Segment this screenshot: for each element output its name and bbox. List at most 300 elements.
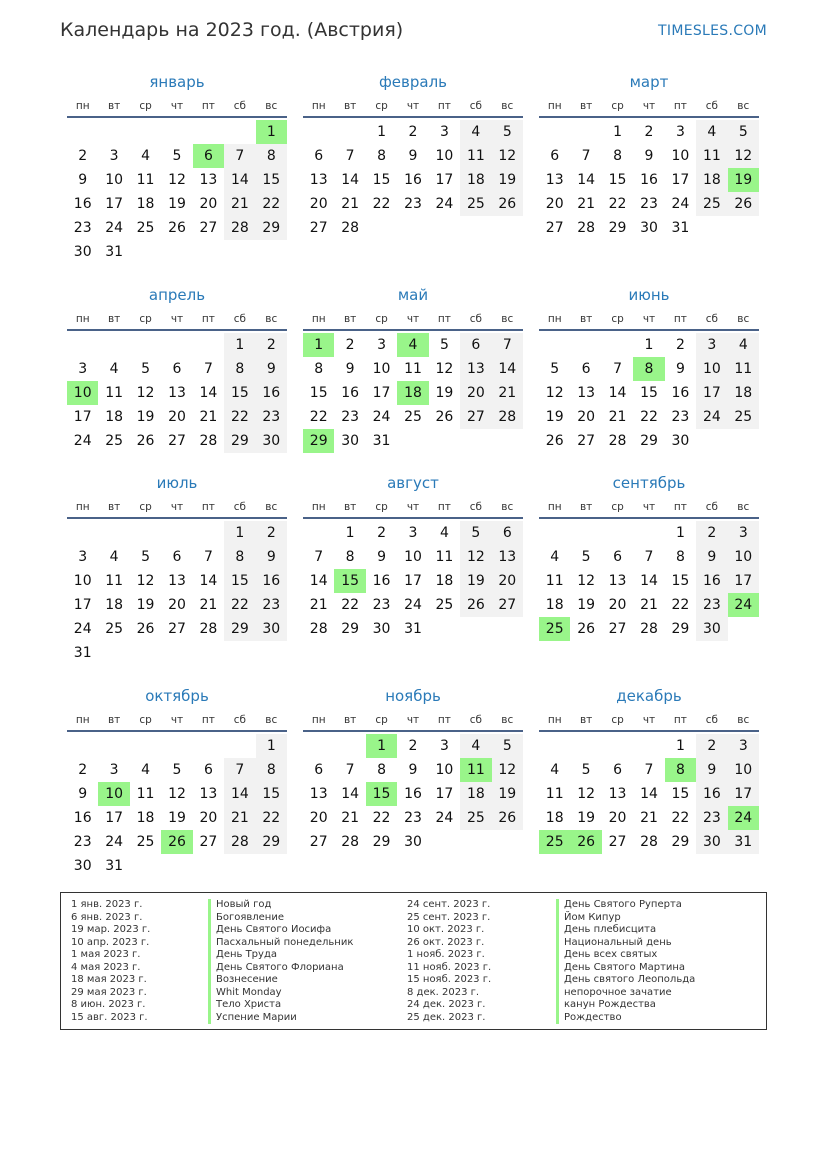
legend-date: 19 мар. 2023 г. bbox=[71, 924, 151, 935]
day-cell: 27 bbox=[608, 834, 627, 850]
day-cell: 14 bbox=[309, 573, 328, 589]
day-cell: 5 bbox=[728, 120, 759, 144]
day-cell: 8 bbox=[224, 545, 255, 569]
legend-date: 15 авг. 2023 г. bbox=[71, 1011, 148, 1023]
weekday-label: ср bbox=[375, 714, 388, 726]
day-cell: 27 bbox=[199, 834, 218, 850]
holiday-day: 25 bbox=[539, 830, 570, 854]
empty-cell bbox=[161, 333, 192, 357]
day-cell: 5 bbox=[492, 120, 523, 144]
day-cell: 1 bbox=[675, 738, 685, 754]
day-cell: 23 bbox=[696, 593, 727, 617]
day-cell: 11 bbox=[404, 361, 422, 377]
day-cell: 20 bbox=[545, 196, 564, 212]
day-cell: 20 bbox=[460, 381, 491, 405]
day-cell: 16 bbox=[671, 385, 690, 401]
weekday-header bbox=[303, 708, 523, 732]
legend-dates-column bbox=[71, 899, 150, 1024]
empty-cell bbox=[539, 521, 570, 545]
days-grid bbox=[67, 120, 287, 264]
day-cell: 7 bbox=[203, 361, 213, 377]
day-cell: 23 bbox=[73, 834, 92, 850]
weekday-label: пн bbox=[75, 501, 90, 513]
day-cell: 3 bbox=[728, 734, 759, 758]
day-cell: 5 bbox=[550, 361, 560, 377]
weekday-label: чт bbox=[170, 313, 184, 325]
day-cell: 18 bbox=[728, 381, 759, 405]
day-cell: 22 bbox=[372, 810, 391, 826]
weekday-label: сб bbox=[469, 313, 482, 325]
day-cell: 28 bbox=[341, 220, 360, 236]
weekday-label: ср bbox=[611, 100, 624, 112]
weekday-label: вт bbox=[107, 313, 121, 325]
day-cell: 20 bbox=[309, 196, 328, 212]
empty-cell bbox=[193, 734, 224, 758]
day-cell: 31 bbox=[73, 645, 92, 661]
day-cell: 31 bbox=[404, 621, 422, 637]
weekday-label: пн bbox=[311, 100, 326, 112]
day-cell: 12 bbox=[545, 385, 564, 401]
day-cell: 4 bbox=[141, 148, 151, 164]
day-cell: 4 bbox=[550, 762, 560, 778]
legend-names-column bbox=[556, 899, 695, 1024]
weekday-label: сб bbox=[233, 714, 246, 726]
day-cell: 3 bbox=[439, 124, 449, 140]
month-6 bbox=[539, 283, 759, 471]
day-cell: 17 bbox=[73, 597, 92, 613]
day-cell: 28 bbox=[577, 220, 596, 236]
empty-cell bbox=[224, 120, 255, 144]
day-cell: 20 bbox=[199, 196, 218, 212]
day-cell: 8 bbox=[613, 148, 623, 164]
weekday-label: пт bbox=[201, 714, 215, 726]
legend-holiday-name: День святого Леопольда bbox=[556, 974, 695, 987]
day-cell: 12 bbox=[136, 573, 155, 589]
day-cell: 26 bbox=[435, 409, 454, 425]
day-cell: 8 bbox=[345, 549, 355, 565]
day-cell: 2 bbox=[256, 333, 287, 357]
weekday-label: пт bbox=[201, 100, 215, 112]
holiday-legend bbox=[60, 892, 767, 1030]
day-cell: 5 bbox=[581, 549, 591, 565]
day-cell: 28 bbox=[224, 830, 255, 854]
day-cell: 16 bbox=[404, 172, 422, 188]
day-cell: 20 bbox=[608, 810, 627, 826]
day-cell: 28 bbox=[199, 621, 218, 637]
day-cell: 3 bbox=[78, 361, 88, 377]
day-cell: 18 bbox=[435, 573, 454, 589]
day-cell: 14 bbox=[640, 573, 658, 589]
day-cell: 17 bbox=[105, 810, 124, 826]
day-cell: 4 bbox=[696, 120, 727, 144]
day-cell: 14 bbox=[492, 357, 523, 381]
weekday-label: вт bbox=[107, 714, 121, 726]
holiday-day: 26 bbox=[570, 830, 601, 854]
empty-cell bbox=[334, 734, 365, 758]
day-cell: 4 bbox=[109, 549, 119, 565]
day-cell: 20 bbox=[168, 409, 186, 425]
day-cell: 13 bbox=[608, 786, 627, 802]
day-cell: 23 bbox=[696, 806, 727, 830]
empty-cell bbox=[130, 333, 161, 357]
month-name: январь bbox=[149, 73, 205, 91]
day-cell: 10 bbox=[372, 361, 391, 377]
legend-holiday-name: День Святого Иосифа bbox=[208, 924, 353, 937]
weekday-label: ср bbox=[139, 313, 152, 325]
weekday-header bbox=[67, 708, 287, 732]
day-cell: 9 bbox=[345, 361, 355, 377]
weekday-label: сб bbox=[469, 100, 482, 112]
day-cell: 26 bbox=[136, 433, 155, 449]
day-cell: 30 bbox=[256, 617, 287, 641]
day-cell: 27 bbox=[309, 834, 328, 850]
day-cell: 24 bbox=[435, 196, 454, 212]
day-cell: 13 bbox=[460, 357, 491, 381]
day-cell: 28 bbox=[640, 834, 658, 850]
day-cell: 30 bbox=[640, 220, 658, 236]
weekday-label: вс bbox=[265, 100, 278, 112]
day-cell: 21 bbox=[640, 810, 658, 826]
legend-holiday-name: Новый год bbox=[208, 899, 353, 912]
weekday-label: пн bbox=[311, 501, 326, 513]
day-cell: 10 bbox=[105, 172, 124, 188]
legend-date: 24 дек. 2023 г. bbox=[407, 999, 486, 1010]
day-cell: 4 bbox=[550, 549, 560, 565]
weekday-label: пт bbox=[673, 714, 687, 726]
weekday-label: сб bbox=[233, 313, 246, 325]
day-cell: 29 bbox=[671, 834, 690, 850]
day-cell: 12 bbox=[728, 144, 759, 168]
legend-date: 15 нояб. 2023 г. bbox=[407, 974, 492, 985]
month-11 bbox=[303, 684, 523, 897]
day-cell: 12 bbox=[168, 786, 186, 802]
day-cell: 16 bbox=[256, 569, 287, 593]
weekday-label: пт bbox=[437, 714, 451, 726]
day-cell: 3 bbox=[109, 762, 119, 778]
day-cell: 29 bbox=[671, 621, 690, 637]
day-cell: 24 bbox=[73, 433, 92, 449]
weekday-header bbox=[303, 307, 523, 331]
day-cell: 18 bbox=[545, 810, 564, 826]
empty-cell bbox=[633, 734, 664, 758]
weekday-label: ср bbox=[139, 714, 152, 726]
weekday-label: вс bbox=[501, 100, 514, 112]
weekday-label: вс bbox=[265, 313, 278, 325]
day-cell: 29 bbox=[372, 834, 391, 850]
weekday-label: чт bbox=[406, 313, 420, 325]
weekday-header bbox=[67, 307, 287, 331]
weekday-header bbox=[539, 307, 759, 331]
day-cell: 11 bbox=[545, 573, 564, 589]
day-cell: 10 bbox=[404, 549, 422, 565]
weekday-header bbox=[67, 495, 287, 519]
day-cell: 14 bbox=[577, 172, 596, 188]
day-cell: 3 bbox=[439, 738, 449, 754]
day-cell: 30 bbox=[696, 617, 727, 641]
month-name: май bbox=[397, 286, 429, 304]
day-cell: 2 bbox=[377, 525, 387, 541]
legend-date: 11 нояб. 2023 г. bbox=[407, 961, 492, 973]
empty-cell bbox=[303, 120, 334, 144]
day-cell: 28 bbox=[309, 621, 328, 637]
day-cell: 9 bbox=[675, 361, 685, 377]
day-cell: 17 bbox=[372, 385, 391, 401]
month-9 bbox=[539, 471, 759, 684]
day-cell: 21 bbox=[224, 806, 255, 830]
empty-cell bbox=[334, 120, 365, 144]
day-cell: 17 bbox=[728, 569, 759, 593]
days-grid bbox=[67, 521, 287, 665]
day-cell: 10 bbox=[435, 148, 454, 164]
day-cell: 22 bbox=[256, 192, 287, 216]
day-cell: 17 bbox=[728, 782, 759, 806]
empty-cell bbox=[193, 120, 224, 144]
legend-date: 8 дек. 2023 г. bbox=[407, 986, 480, 998]
month-name: февраль bbox=[378, 73, 448, 91]
day-cell: 18 bbox=[460, 168, 491, 192]
weekday-label: ср bbox=[611, 714, 624, 726]
day-cell: 20 bbox=[309, 810, 328, 826]
day-cell: 22 bbox=[608, 196, 627, 212]
day-cell: 28 bbox=[199, 433, 218, 449]
day-cell: 29 bbox=[224, 617, 255, 641]
day-cell: 14 bbox=[199, 385, 218, 401]
empty-cell bbox=[161, 521, 192, 545]
weekday-label: вс bbox=[737, 313, 750, 325]
days-grid bbox=[303, 734, 523, 854]
day-cell: 12 bbox=[168, 172, 186, 188]
day-cell: 28 bbox=[608, 433, 627, 449]
day-cell: 22 bbox=[341, 597, 360, 613]
holiday-day: 10 bbox=[67, 381, 98, 405]
holiday-day: 10 bbox=[98, 782, 129, 806]
day-cell: 11 bbox=[460, 144, 491, 168]
day-cell: 2 bbox=[78, 148, 88, 164]
legend-date: 18 мая 2023 г. bbox=[71, 974, 147, 985]
days-grid bbox=[303, 120, 523, 240]
day-cell: 22 bbox=[671, 597, 690, 613]
month-12 bbox=[539, 684, 759, 897]
day-cell: 18 bbox=[105, 597, 124, 613]
holiday-day: 19 bbox=[728, 168, 759, 192]
day-cell: 10 bbox=[671, 148, 690, 164]
day-cell: 1 bbox=[675, 525, 685, 541]
day-cell: 14 bbox=[224, 782, 255, 806]
day-cell: 27 bbox=[460, 405, 491, 429]
day-cell: 19 bbox=[577, 810, 596, 826]
weekday-label: чт bbox=[642, 714, 656, 726]
day-cell: 15 bbox=[640, 385, 658, 401]
legend-holiday-name: Вознесение bbox=[208, 974, 353, 987]
day-cell: 13 bbox=[168, 385, 186, 401]
day-cell: 13 bbox=[608, 573, 627, 589]
day-cell: 13 bbox=[199, 172, 218, 188]
day-cell: 31 bbox=[671, 220, 690, 236]
weekday-label: сб bbox=[233, 100, 246, 112]
day-cell: 13 bbox=[309, 786, 328, 802]
day-cell: 6 bbox=[203, 762, 213, 778]
day-cell: 12 bbox=[577, 573, 596, 589]
holiday-day: 8 bbox=[665, 758, 696, 782]
day-cell: 21 bbox=[608, 409, 627, 425]
day-cell: 6 bbox=[314, 762, 324, 778]
weekday-label: вт bbox=[107, 501, 121, 513]
empty-cell bbox=[193, 333, 224, 357]
day-cell: 16 bbox=[341, 385, 360, 401]
day-cell: 11 bbox=[696, 144, 727, 168]
day-cell: 7 bbox=[644, 762, 654, 778]
day-cell: 30 bbox=[256, 429, 287, 453]
legend-date: 25 сент. 2023 г. bbox=[407, 911, 491, 923]
weekday-header bbox=[67, 94, 287, 118]
day-cell: 13 bbox=[168, 573, 186, 589]
day-cell: 8 bbox=[256, 144, 287, 168]
day-cell: 7 bbox=[644, 549, 654, 565]
day-cell: 11 bbox=[136, 172, 155, 188]
day-cell: 8 bbox=[256, 758, 287, 782]
day-cell: 3 bbox=[675, 124, 685, 140]
legend-holiday-name: День плебисцита bbox=[556, 924, 695, 937]
weekday-label: чт bbox=[642, 313, 656, 325]
legend-holiday-name: День всех святых bbox=[556, 949, 695, 962]
day-cell: 15 bbox=[224, 569, 255, 593]
weekday-label: пн bbox=[547, 501, 562, 513]
days-grid bbox=[539, 521, 759, 641]
day-cell: 11 bbox=[105, 385, 124, 401]
day-cell: 21 bbox=[309, 597, 328, 613]
day-cell: 8 bbox=[314, 361, 324, 377]
day-cell: 28 bbox=[224, 216, 255, 240]
day-cell: 23 bbox=[372, 597, 391, 613]
holiday-day: 11 bbox=[460, 758, 491, 782]
weekday-label: сб bbox=[469, 714, 482, 726]
day-cell: 15 bbox=[256, 168, 287, 192]
day-cell: 13 bbox=[309, 172, 328, 188]
weekday-label: пн bbox=[75, 313, 90, 325]
legend-holiday-name: канун Рождества bbox=[556, 999, 695, 1012]
day-cell: 18 bbox=[460, 782, 491, 806]
day-cell: 12 bbox=[577, 786, 596, 802]
day-cell: 31 bbox=[728, 830, 759, 854]
day-cell: 2 bbox=[696, 521, 727, 545]
day-cell: 16 bbox=[73, 810, 92, 826]
day-cell: 26 bbox=[460, 593, 491, 617]
day-cell: 19 bbox=[460, 569, 491, 593]
empty-cell bbox=[161, 734, 192, 758]
brand-link[interactable]: TIMESLES.COM bbox=[658, 23, 767, 39]
weekday-label: пт bbox=[437, 313, 451, 325]
day-cell: 18 bbox=[136, 810, 155, 826]
holiday-day: 29 bbox=[303, 429, 334, 453]
empty-cell bbox=[602, 734, 633, 758]
day-cell: 2 bbox=[675, 337, 685, 353]
empty-cell bbox=[98, 333, 129, 357]
empty-cell bbox=[98, 521, 129, 545]
day-cell: 25 bbox=[460, 806, 491, 830]
day-cell: 31 bbox=[372, 433, 391, 449]
day-cell: 7 bbox=[314, 549, 324, 565]
day-cell: 18 bbox=[696, 168, 727, 192]
day-cell: 3 bbox=[78, 549, 88, 565]
day-cell: 8 bbox=[675, 549, 685, 565]
day-cell: 23 bbox=[256, 593, 287, 617]
weekday-label: пн bbox=[311, 714, 326, 726]
day-cell: 8 bbox=[377, 762, 387, 778]
day-cell: 30 bbox=[73, 244, 92, 260]
empty-cell bbox=[570, 333, 601, 357]
holiday-day: 1 bbox=[256, 120, 287, 144]
weekday-header bbox=[539, 94, 759, 118]
day-cell: 4 bbox=[141, 762, 151, 778]
month-name: сентябрь bbox=[612, 474, 686, 492]
weekday-label: вт bbox=[579, 100, 593, 112]
day-cell: 20 bbox=[577, 409, 596, 425]
holiday-day: 8 bbox=[633, 357, 664, 381]
holiday-day: 1 bbox=[303, 333, 334, 357]
weekday-label: ср bbox=[375, 100, 388, 112]
weekday-label: вт bbox=[107, 100, 121, 112]
weekday-header bbox=[303, 495, 523, 519]
day-cell: 26 bbox=[136, 621, 155, 637]
day-cell: 21 bbox=[640, 597, 658, 613]
empty-cell bbox=[303, 521, 334, 545]
weekday-label: пт bbox=[437, 100, 451, 112]
empty-cell bbox=[570, 734, 601, 758]
day-cell: 21 bbox=[199, 597, 218, 613]
day-cell: 28 bbox=[341, 834, 360, 850]
legend-holiday-name: Йом Кипур bbox=[556, 912, 695, 925]
month-name: декабрь bbox=[616, 687, 682, 705]
day-cell: 26 bbox=[545, 433, 564, 449]
day-cell: 6 bbox=[172, 549, 182, 565]
day-cell: 24 bbox=[435, 810, 454, 826]
day-cell: 27 bbox=[492, 593, 523, 617]
weekday-label: вс bbox=[737, 100, 750, 112]
day-cell: 9 bbox=[256, 357, 287, 381]
day-cell: 6 bbox=[172, 361, 182, 377]
day-cell: 15 bbox=[309, 385, 328, 401]
month-1 bbox=[67, 70, 287, 283]
weekday-label: вт bbox=[343, 714, 357, 726]
weekday-label: ср bbox=[139, 100, 152, 112]
holiday-day: 4 bbox=[397, 333, 428, 357]
day-cell: 25 bbox=[728, 405, 759, 429]
day-cell: 15 bbox=[671, 573, 690, 589]
weekday-label: чт bbox=[406, 501, 420, 513]
day-cell: 29 bbox=[224, 429, 255, 453]
day-cell: 25 bbox=[136, 220, 155, 236]
weekday-label: сб bbox=[705, 714, 718, 726]
day-cell: 25 bbox=[105, 433, 124, 449]
day-cell: 21 bbox=[199, 409, 218, 425]
day-cell: 5 bbox=[141, 549, 151, 565]
day-cell: 29 bbox=[256, 830, 287, 854]
day-cell: 14 bbox=[341, 786, 360, 802]
day-cell: 2 bbox=[256, 521, 287, 545]
weekday-label: чт bbox=[170, 501, 184, 513]
day-cell: 24 bbox=[105, 220, 124, 236]
day-cell: 12 bbox=[492, 758, 523, 782]
day-cell: 11 bbox=[435, 549, 454, 565]
holiday-day: 18 bbox=[397, 381, 428, 405]
day-cell: 22 bbox=[640, 409, 658, 425]
day-cell: 14 bbox=[608, 385, 627, 401]
day-cell: 27 bbox=[577, 433, 596, 449]
day-cell: 22 bbox=[224, 593, 255, 617]
day-cell: 9 bbox=[408, 762, 418, 778]
empty-cell bbox=[67, 333, 98, 357]
days-grid bbox=[539, 734, 759, 854]
